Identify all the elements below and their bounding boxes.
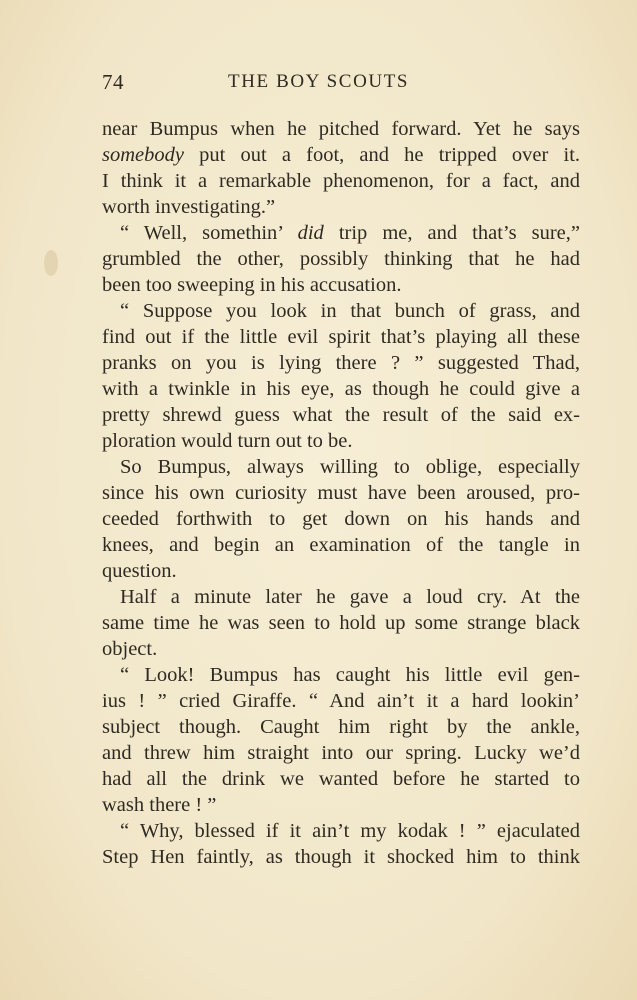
text-line (102, 142, 580, 168)
text-line: “ Suppose you look in that bunch of grass, and (120, 300, 580, 322)
text-line: subject though. Caught him right by the ankle, (102, 716, 580, 738)
text-line: near Bumpus when he pitched forward. Yet he says (102, 118, 580, 140)
text-line: grumbled the other, possibly thinking that he had (102, 248, 580, 270)
text-line: knees, and begin an examination of the tangle in (102, 534, 580, 556)
text-line (102, 220, 580, 246)
emphasis-did: did (297, 222, 324, 244)
text-line: and threw him straight into our spring. Lucky we’d (102, 742, 580, 764)
text-line: find out if the little evil spirit that’s playing all these (102, 326, 580, 348)
text-line: Step Hen faintly, as though it shocked him to think (102, 846, 580, 868)
text-line: question. (102, 560, 177, 582)
text-line: since his own curiosity must have been aroused, pro- (102, 482, 580, 504)
text-fragment: “ Well, somethin’ (120, 222, 283, 244)
text-line: Half a minute later he gave a loud cry. At the (120, 586, 580, 608)
text-line: ius ! ” cried Giraffe. “ And ain’t it a hard lookin’ (102, 690, 580, 712)
text-line: ploration would turn out to be. (102, 430, 353, 452)
body-text (102, 116, 580, 870)
text-line: been too sweeping in his accusation. (102, 274, 402, 296)
running-head: THE BOY SCOUTS (228, 71, 410, 92)
text-line: with a twinkle in his eye, as though he could give a (102, 378, 580, 400)
page-header (102, 70, 580, 96)
text-line: object. (102, 638, 158, 660)
text-fragment: trip me, and that’s sure,” (338, 222, 580, 244)
text-line: pranks on you is lying there ? ” suggested Thad, (102, 352, 580, 374)
text-line: “ Why, blessed if it ain’t my kodak ! ” ejaculated (120, 820, 580, 842)
text-line: had all the drink we wanted before he started to (102, 768, 580, 790)
text-line: “ Look! Bumpus has caught his little evil gen- (120, 664, 580, 686)
text-line: wash there ! ” (102, 794, 217, 816)
text-line: same time he was seen to hold up some strange black (102, 612, 580, 634)
text-line: So Bumpus, always willing to oblige, especially (120, 456, 580, 478)
text-line: pretty shrewd guess what the result of the said ex- (102, 404, 580, 426)
text-fragment: put out a foot, and he tripped over it. (199, 144, 581, 166)
text-line: worth investigating.” (102, 196, 276, 218)
text-line: ceeded forthwith to get down on his hands and (102, 508, 580, 530)
emphasis-somebody: somebody (102, 144, 184, 166)
paper-stain (44, 250, 58, 276)
page-number: 74 (102, 70, 124, 94)
text-line: I think it a remarkable phenomenon, for a fact, and (102, 170, 580, 192)
